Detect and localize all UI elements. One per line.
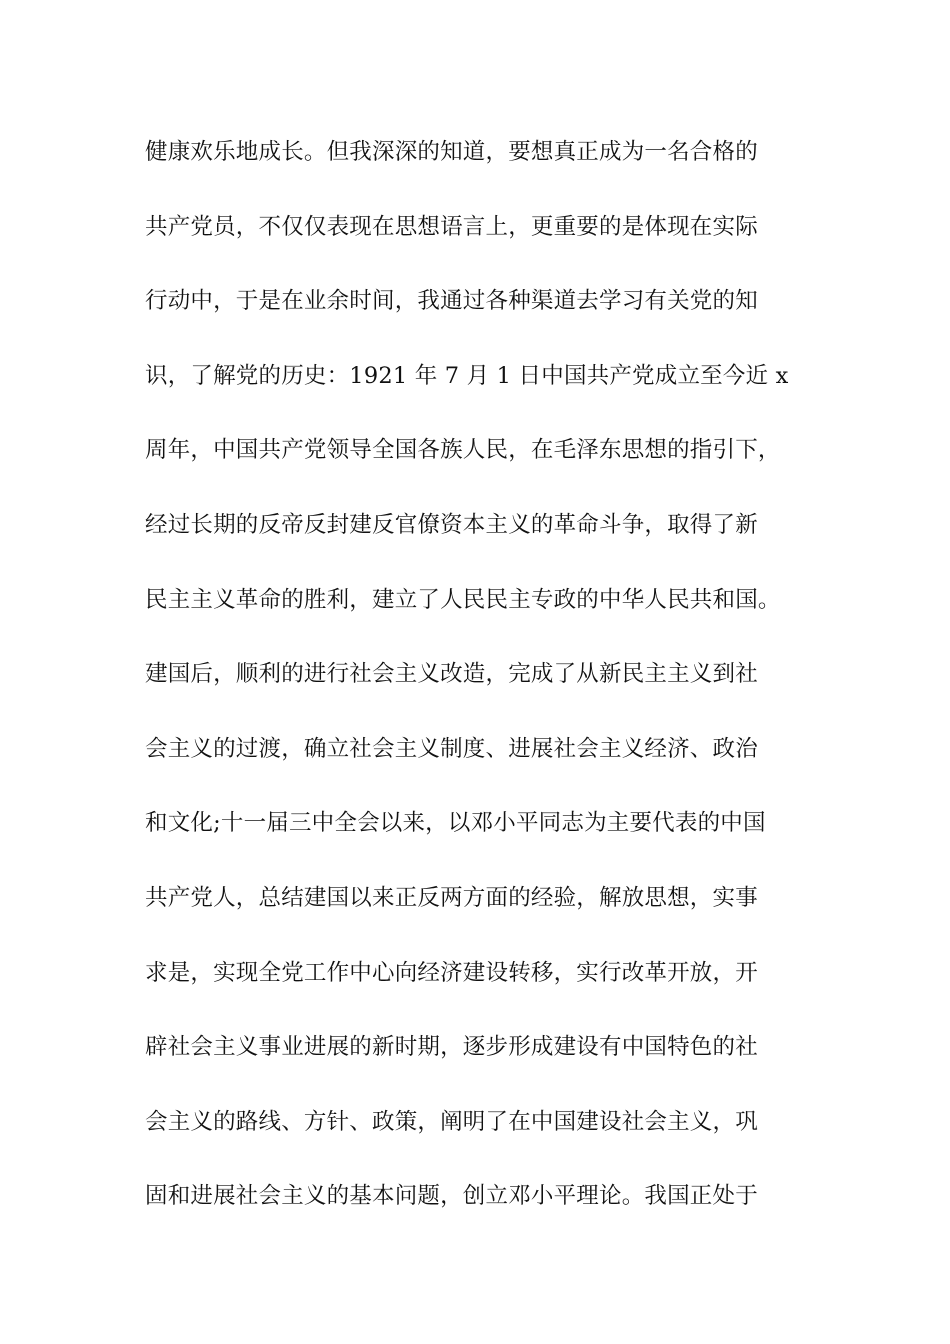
text-line: 行动中，于是在业余时间，我通过各种渠道去学习有关党的知 <box>145 288 758 315</box>
text-line: 识，了解党的历史：1921 年 7 月 1 日中国共产党成立至今近 x <box>145 362 789 389</box>
text-line: 会主义的过渡，确立社会主义制度、进展社会主义经济、政治 <box>145 735 758 762</box>
body-text <box>145 130 825 1249</box>
text-line: 民主主义革命的胜利，建立了人民民主专政的中华人民共和国。 <box>145 586 781 613</box>
text-line: 和文化;十一届三中全会以来，以邓小平同志为主要代表的中国 <box>145 810 766 837</box>
text-line: 求是，实现全党工作中心向经济建设转移，实行改革开放，开 <box>145 959 758 986</box>
text-line: 周年，中国共产党领导全国各族人民，在毛泽东思想的指引下， <box>145 437 781 464</box>
text-line: 共产党人，总结建国以来正反两方面的经验，解放思想，实事 <box>145 884 758 911</box>
text-line: 辟社会主义事业进展的新时期，逐步形成建设有中国特色的社 <box>145 1034 758 1061</box>
text-line: 固和进展社会主义的基本问题，创立邓小平理论。我国正处于 <box>145 1183 758 1210</box>
text-line: 经过长期的反帝反封建反官僚资本主义的革命斗争，取得了新 <box>145 511 758 538</box>
text-line: 建国后，顺利的进行社会主义改造，完成了从新民主主义到社 <box>145 661 758 688</box>
text-line: 健康欢乐地成长。但我深深的知道，要想真正成为一名合格的 <box>145 139 758 165</box>
text-line: 共产党员，不仅仅表现在思想语言上，更重要的是体现在实际 <box>145 213 758 240</box>
text-line: 会主义的路线、方针、政策，阐明了在中国建设社会主义，巩 <box>145 1108 758 1135</box>
